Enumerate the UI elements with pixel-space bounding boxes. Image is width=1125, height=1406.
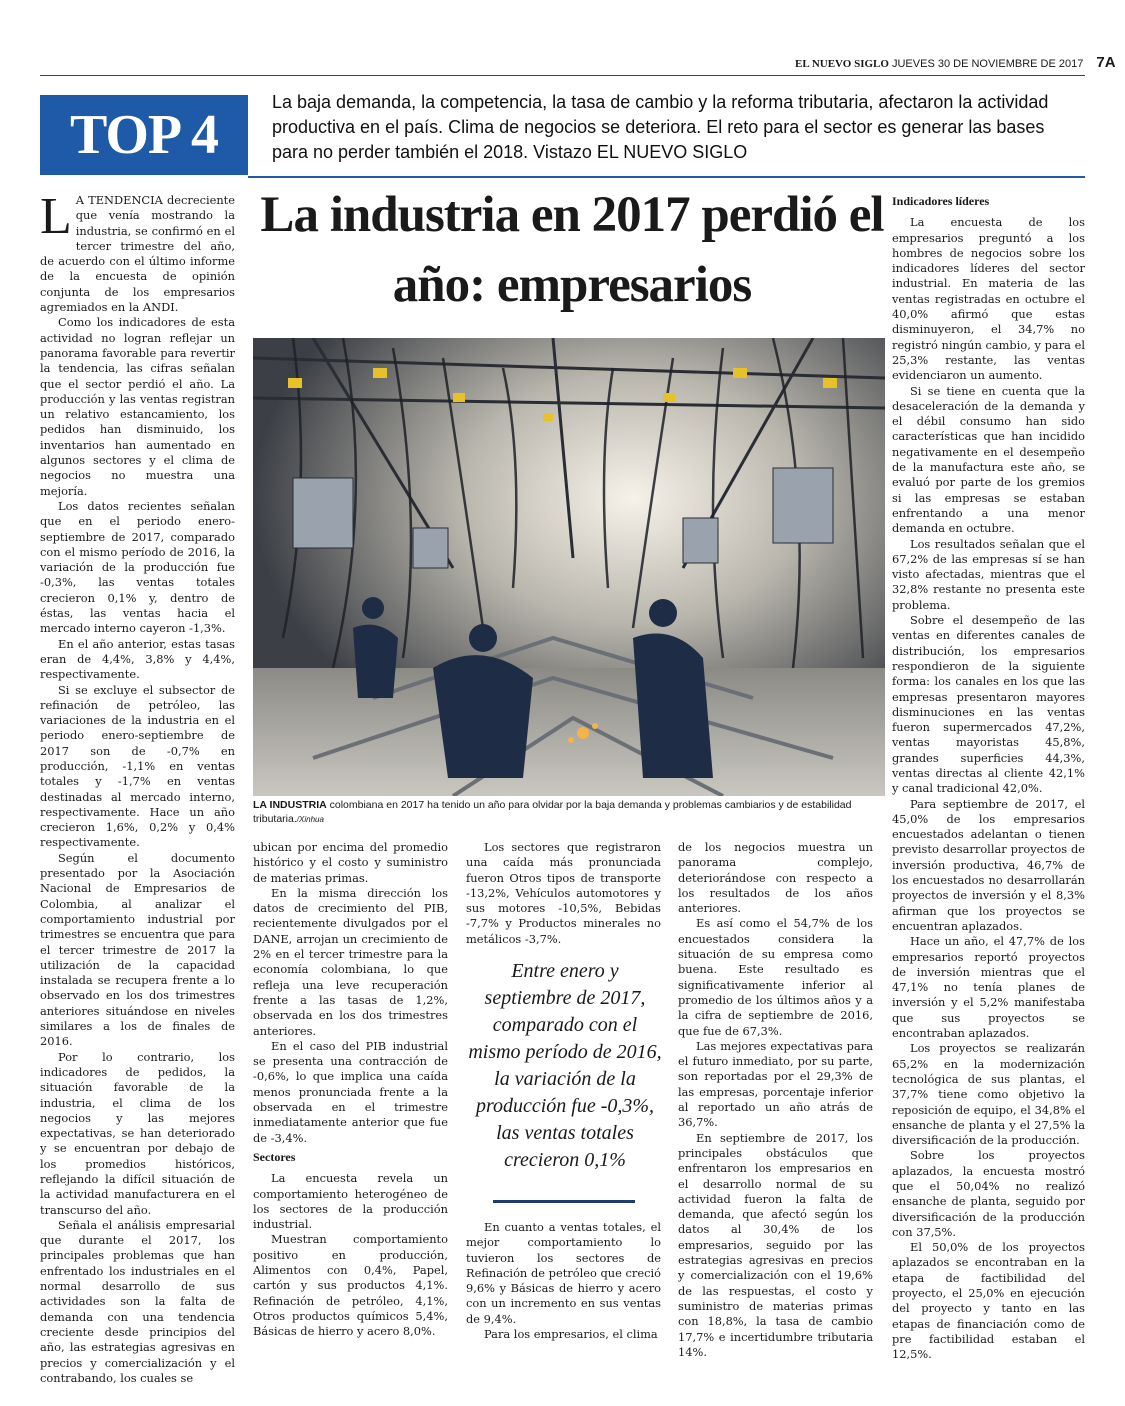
paragraph: La encuesta revela un comportamiento heterogéneo de los sectores de la producción industrial.: [253, 1171, 448, 1232]
photo-credit: /Xinhua: [296, 815, 324, 824]
assembly-line-illustration: [253, 338, 885, 796]
paragraph: Como los indicadores de esta actividad no logran reflejar un panorama favorable para revertir la tendencia, las cifras señalan que el sector perdió el año. La producción y las ventas registran un relativo estancamiento, los pedidos han disminuido, los inventarios han aumentado en algunos sectores y el clima de negocios no muestra una mejoría.: [40, 315, 235, 498]
paragraph: Para los empresarios, el clima: [484, 1327, 658, 1342]
paragraph: Señala el análisis empresarial que durante el 2017, los principales problemas que han enfrentado los industriales en el normal desarrollo de sus actividades son la falta de demanda con una tendencia creciente desde principios del año, las estrategias agresivas en precios y comercialización y el contrabando, los cuales se: [40, 1217, 235, 1385]
paragraph: Sobre los proyectos aplazados, la encuesta mostró que el 50,04% no realizó ensanche de planta, seguido por diversificación de la producción con 37,5%.: [892, 1148, 1085, 1239]
paragraph: Si se tiene en cuenta que la desaceleración de la demanda y el débil consumo han sido características que han incidido negativamente en el desempeño de la manufactura este año, se evaluó por parte de los gremios si las empresas se estaban enfrentando a una menor demanda en octubre.: [892, 383, 1085, 536]
subhead-sectores: Sectores: [253, 1149, 296, 1164]
article-column-4: [678, 840, 873, 1360]
section-rule: [248, 176, 1085, 178]
paragraph: Por lo contrario, los indicadores de pedidos, la situación favorable de la industria, el clima de los negocios y las mejores expectativas, se han deteriorado y se encuentran por debajo de los promedios históricos, reflejando la difícil situación de la actividad manufacturera en el transcurso del año.: [40, 1049, 235, 1217]
paragraph: Sobre el desempeño de las ventas en diferentes canales de distribución, los empresarios respondieron de la siguiente forma: los canales en los que las empresas presentaron mayores disminuciones en las ventas fueron supermercados 47,2%, ventas mayoristas 45,8%, grandes superficies 44,3%, ventas directas al cliente 42,1% y canal tradicional 42,0%.: [892, 613, 1085, 796]
paragraph: Si se excluye el subsector de refinación de petróleo, las variaciones de la industria en el periodo enero-septiembre de 2017 son de -0,7% en producción, -1,1% en ventas totales y -1,7% en ventas destinadas al mercado interno, respectivamente. Hace un año crecieron 1,6%, 0,2% y 0,4% respectivamente.: [40, 682, 235, 850]
paragraph-text: A TENDENCIA decreciente que venía mostrando la industria, se confirmó en el tercer trimestre del año, de acuerdo con el último informe de la encuesta de opinión conjunta de los empresarios agremiados en la ANDI.: [40, 193, 235, 315]
paragraph: Las mejores expectativas para el futuro inmediato, por su parte, son reportadas por el 29,3% de las empresas, porcentaje inferior al reportado un año atrás de 36,7%.: [678, 1038, 873, 1130]
paragraph: En septiembre de 2017, los principales obstáculos que enfrentaron los empresarios en el desarrollo normal de su actividad fueron la falta de demanda, que afectó según los datos al 30,4% de los empresarios, seguido por las estrategias agresivas en precios y comercialización con el 19,6% de las respuestas, el costo y suministro de materias primas con 18,8%, la tasa de cambio 17,7% e incertidumbre tributaria 14%.: [678, 1130, 873, 1359]
article-column-5: [892, 190, 1085, 1363]
paragraph: de los negocios muestra un panorama complejo, deteriorándose con respecto a los resultados de los años anteriores.: [678, 840, 873, 916]
pull-quote: Entre enero y septiembre de 2017, comparado con el mismo período de 2016, la variación de la producción fue -0,3%, las ventas totales crecieron 0,1%: [468, 960, 662, 1171]
paragraph: Los proyectos se realizarán 65,2% en la modernización tecnológica de sus plantas, el 37,7% tiene como objetivo la reposición de equipo, el 34,8% el ensanche de planta y el 27,5% la diversificación de la producción.: [892, 1041, 1085, 1148]
paragraph: Muestran comportamiento positivo en producción, Alimentos con 0,4%, Papel, cartón y sus productos 4,1%. Refinación de petróleo, 4,1%, Otros productos químicos 5,4%, Básicas de hierro y acero 8,0%.: [253, 1232, 448, 1339]
section-badge: TOP 4: [40, 95, 248, 175]
drop-cap: L: [40, 188, 72, 245]
article-column-3-top: [466, 840, 661, 947]
photo-caption: [253, 798, 885, 827]
article-column-1: [40, 188, 235, 1386]
issue-date: JUEVES 30 DE NOVIEMBRE DE 2017: [891, 58, 1084, 70]
subhead-indicadores-lideres: Indicadores líderes: [892, 194, 990, 208]
masthead: [795, 54, 1116, 71]
paragraph: El 50,0% de los proyectos aplazados se encontraban en la etapa de factibilidad del proyecto, el 25,0% en ejecución del proyecto y tanto en las etapas de financiación como de pre factibilidad estaban el 12,5%.: [892, 1240, 1085, 1362]
paragraph: Es así como el 54,7% de los encuestados considera la situación de su empresa como buena. Este resultado es significativamente inferior al promedio de los últimos años y a la cifra de septiembre de 2016, que fue de 67,3%.: [678, 916, 873, 1038]
top-rule: [40, 75, 1085, 76]
pull-quote-rule: [493, 1200, 635, 1203]
paragraph: Según el documento presentado por la Asociación Nacional de Empresarios de Colombia, al analizar el comportamiento industrial por trimestres se encuentra que para el tercer trimestre de 2017 la utilización de la capacidad instalada se recupera frente a lo observado en los dos trimestres anteriores situándose en niveles similares a los de finales de 2016.: [40, 850, 235, 1049]
page-number: 7A: [1096, 54, 1116, 71]
paragraph: En la misma dirección los datos de crecimiento del PIB, recientemente divulgados por el DANE, arrojan un crecimiento de 2% en el tercer trimestre para la economía colombiana, lo que refleja una leve recuperación frente a las tasas de 1,2%, observada en los dos trimestres anteriores.: [253, 885, 448, 1038]
article-column-2: [253, 840, 448, 1340]
paragraph: En cuanto a ventas totales, el mejor comportamiento lo tuvieron los sectores de Refinación de petróleo que creció 9,6% y Básicas de hierro y acero con un incremento en sus ventas de 9,4%.: [466, 1220, 661, 1326]
paragraph: En el caso del PIB industrial se presenta una contracción de -0,6%, lo que implica una caída menos pronunciada frente a la observada en el trimestre inmediatamente anterior que fue de -3,4%.: [253, 1038, 448, 1145]
paragraph: Los sectores que registraron una caída más pronunciada fueron Otros tipos de transporte -13,2%, Vehículos automotores y sus motores -10,5%, Bebidas -7,7% y Productos minerales no metálicos -3,7%.: [466, 840, 661, 946]
newspaper-name: EL NUEVO SIGLO: [795, 58, 889, 70]
factory-photo: [253, 338, 885, 796]
paragraph: ubican por encima del promedio histórico y el costo y suministro de materias primas.: [253, 840, 448, 885]
paragraph: Para septiembre de 2017, el 45,0% de los empresarios encuestados adelantan o tienen previsto desarrollar proyectos de inversión productiva, 46,7% de los encuestados no desarrollarán proyectos de inversión y el 8,3% afirman que los proyectos se encuentran aplazados.: [892, 796, 1085, 933]
paragraph: Los datos recientes señalan que en el periodo enero-septiembre de 2017, comparado con el mismo período de 2016, la variación de la producción fue -0,3%, las ventas totales crecieron 0,1% y, dentro de éstas, las ventas hacia el mercado interno cayeron -1,3%.: [40, 498, 235, 636]
paragraph: La encuesta de los empresarios preguntó a los hombres de negocios sobre los indicadores líderes del sector industrial. En materia de las ventas registradas en octubre el 40,0% afirmó que estas disminuyeron, el 34,7% no registró ningún cambio, y para el 25,3% restante, las ventas evidenciaron un aumento.: [892, 215, 1085, 383]
article-column-3-bottom: [466, 1220, 661, 1342]
paragraph: [40, 188, 235, 315]
paragraph: Los resultados señalan que el 67,2% de las empresas sí se han visto afectadas, mientras que el 32,8% restante no presenta este problema.: [892, 536, 1085, 612]
article-deck: La baja demanda, la competencia, la tasa de cambio y la reforma tributaria, afectaron la actividad productiva en el país. Clima de negocios se deteriora. El reto para el sector es generar las bases para no perder también el 2018. Vistazo EL NUEVO SIGLO: [272, 92, 1049, 162]
paragraph: En el año anterior, estas tasas eran de 4,4%, 3,8% y 4,4%, respectivamente.: [40, 636, 235, 682]
caption-text: colombiana en 2017 ha tenido un año para olvidar por la baja demanda y problemas cambiarios y de estabilidad tributaria.: [253, 799, 852, 825]
paragraph: Hace un año, el 47,7% de los empresarios reportó proyectos de inversión mientras que el 47,1% no tenía planes de inversión y el 5,2% manifestaba que sus proyectos se encontraban aplazados.: [892, 934, 1085, 1041]
headline: La industria en 2017 perdió el año: empresarios: [260, 187, 884, 313]
caption-lead: LA INDUSTRIA: [253, 799, 327, 811]
